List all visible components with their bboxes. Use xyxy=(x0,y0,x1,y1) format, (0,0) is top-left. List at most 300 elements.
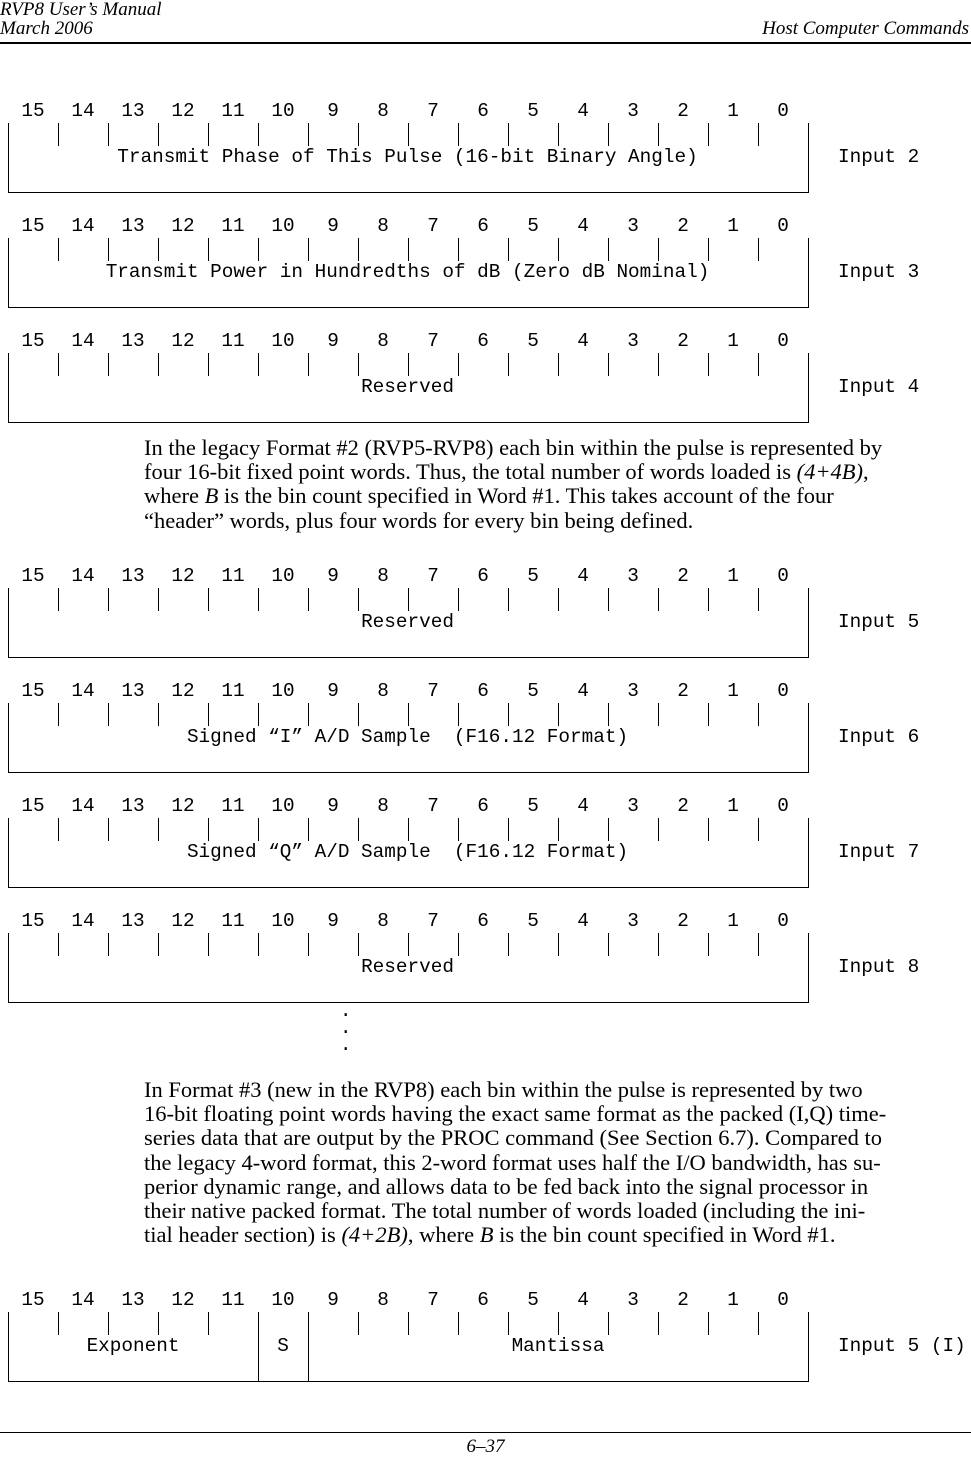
bit-number: 5 xyxy=(527,680,539,702)
input-label: Input 6 xyxy=(838,726,920,748)
bit-number: 6 xyxy=(477,100,489,122)
section-title: Host Computer Commands xyxy=(762,18,969,39)
bit-number: 9 xyxy=(327,565,339,587)
bit-divider xyxy=(208,818,209,841)
bit-number: 2 xyxy=(677,215,689,237)
bit-divider xyxy=(58,703,59,726)
bit-divider xyxy=(758,238,759,261)
bit-number: 6 xyxy=(477,215,489,237)
bit-number: 0 xyxy=(777,910,789,932)
bit-number: 4 xyxy=(577,1289,589,1311)
bit-number: 9 xyxy=(327,1289,339,1311)
bit-number: 1 xyxy=(727,330,739,352)
input-label: Input 5 xyxy=(838,611,920,633)
bit-number: 0 xyxy=(777,1289,789,1311)
footer-rule xyxy=(0,1432,971,1433)
field-label: Reserved xyxy=(361,611,454,633)
emphasis: (4+4B) xyxy=(796,459,864,485)
bit-number: 15 xyxy=(21,680,45,702)
bit-divider xyxy=(158,933,159,956)
bit-number: 12 xyxy=(171,680,195,702)
bit-number: 9 xyxy=(327,330,339,352)
bit-number: 5 xyxy=(527,910,539,932)
bit-divider xyxy=(308,123,309,146)
bit-number: 3 xyxy=(627,910,639,932)
paragraph-line xyxy=(144,436,971,460)
bit-number: 8 xyxy=(377,330,389,352)
bit-divider xyxy=(408,703,409,726)
bit-number: 14 xyxy=(71,795,95,817)
bit-divider xyxy=(458,588,459,611)
bit-number: 3 xyxy=(627,215,639,237)
paragraph-line: perior dynamic range, and allows data to be fed back into the signal processor in xyxy=(144,1173,869,1199)
bit-divider xyxy=(458,123,459,146)
bit-number: 15 xyxy=(21,565,45,587)
bit-divider xyxy=(658,353,659,376)
field-label: Transmit Phase of This Pulse (16-bit Binary Angle) xyxy=(117,146,698,168)
bit-divider xyxy=(58,588,59,611)
bit-number: 10 xyxy=(271,215,295,237)
paragraph-line: the legacy 4-word format, this 2-word format uses half the I/O bandwidth, has su- xyxy=(144,1149,881,1175)
bit-divider xyxy=(308,818,309,841)
bit-number: 14 xyxy=(71,330,95,352)
bit-number: 7 xyxy=(427,680,439,702)
bit-divider xyxy=(308,933,309,956)
bit-number: 8 xyxy=(377,680,389,702)
bit-divider xyxy=(608,588,609,611)
bit-divider xyxy=(658,1312,659,1335)
exponent-label: Exponent xyxy=(86,1335,180,1357)
bit-divider xyxy=(708,933,709,956)
ellipsis-dot: . xyxy=(340,1034,352,1056)
bit-divider xyxy=(158,818,159,841)
bit-number: 5 xyxy=(527,795,539,817)
bit-divider xyxy=(408,353,409,376)
bit-divider xyxy=(58,238,59,261)
bit-divider xyxy=(158,238,159,261)
bit-divider xyxy=(308,588,309,611)
bit-divider xyxy=(108,588,109,611)
bit-number: 10 xyxy=(271,565,295,587)
paragraph-format-3 xyxy=(144,1078,971,1247)
bit-divider xyxy=(758,353,759,376)
paragraph-line xyxy=(144,484,971,508)
bit-number: 12 xyxy=(171,330,195,352)
bit-number: 6 xyxy=(477,910,489,932)
bit-divider xyxy=(208,123,209,146)
bit-number: 5 xyxy=(527,1289,539,1311)
emphasis: B xyxy=(204,483,219,509)
text-run: four 16-bit fixed point words. Thus, the total number of words loaded is (4+4B), xyxy=(144,459,869,485)
bit-divider xyxy=(758,588,759,611)
field-label: Signed “I” A/D Sample (F16.12 Format) xyxy=(186,726,629,748)
bit-divider xyxy=(208,703,209,726)
bit-divider xyxy=(508,818,509,841)
bit-number: 6 xyxy=(477,565,489,587)
bit-number: 10 xyxy=(271,330,295,352)
bit-number-row xyxy=(0,100,805,123)
bit-divider xyxy=(508,933,509,956)
page-number: 6–37 xyxy=(466,1436,505,1457)
bit-divider xyxy=(508,1312,509,1335)
bit-number: 15 xyxy=(21,1289,45,1311)
bit-divider xyxy=(608,818,609,841)
bit-number: 9 xyxy=(327,795,339,817)
bit-divider xyxy=(758,933,759,956)
bit-divider xyxy=(708,818,709,841)
bit-divider xyxy=(608,238,609,261)
bit-number: 8 xyxy=(377,795,389,817)
bit-number: 8 xyxy=(377,565,389,587)
bit-number: 11 xyxy=(221,100,245,122)
header-rule xyxy=(0,42,971,44)
bit-divider xyxy=(258,933,259,956)
bit-divider xyxy=(708,353,709,376)
bit-number: 12 xyxy=(171,565,195,587)
bit-divider xyxy=(158,353,159,376)
field-label: Transmit Power in Hundredths of dB (Zero dB Nominal) xyxy=(105,261,710,283)
bit-number: 14 xyxy=(71,100,95,122)
bit-number-row xyxy=(0,680,805,703)
bit-divider xyxy=(308,703,309,726)
bit-divider xyxy=(208,353,209,376)
bit-number: 13 xyxy=(121,680,145,702)
bit-number: 6 xyxy=(477,330,489,352)
bit-divider xyxy=(58,353,59,376)
bit-divider xyxy=(658,588,659,611)
bit-number: 5 xyxy=(527,565,539,587)
bit-divider xyxy=(708,703,709,726)
bit-divider xyxy=(458,703,459,726)
bit-divider xyxy=(108,933,109,956)
bit-divider xyxy=(508,353,509,376)
bit-number: 13 xyxy=(121,330,145,352)
bit-number: 9 xyxy=(327,910,339,932)
bit-divider xyxy=(758,818,759,841)
bit-divider xyxy=(758,123,759,146)
paragraph-line: tial header section) is (4+2B), where B is the bin count specified in Word #1. xyxy=(144,1222,836,1248)
bit-number: 15 xyxy=(21,215,45,237)
bit-divider xyxy=(108,1312,109,1335)
bit-divider xyxy=(558,238,559,261)
bit-divider xyxy=(108,703,109,726)
bit-number: 3 xyxy=(627,330,639,352)
bit-number: 9 xyxy=(327,215,339,237)
bit-number: 11 xyxy=(221,1289,245,1311)
bit-number: 14 xyxy=(71,910,95,932)
bit-number: 3 xyxy=(627,680,639,702)
bit-number: 7 xyxy=(427,1289,439,1311)
bit-divider xyxy=(758,1312,759,1335)
bit-divider xyxy=(258,703,259,726)
bit-number: 2 xyxy=(677,100,689,122)
bit-number: 6 xyxy=(477,1289,489,1311)
emphasis: (4+2B) xyxy=(341,1222,408,1248)
bit-divider xyxy=(208,1312,209,1335)
bit-divider xyxy=(108,123,109,146)
bit-number: 0 xyxy=(777,215,789,237)
paragraph-line: In Format #3 (new in the RVP8) each bin within the pulse is represented by two xyxy=(144,1077,863,1102)
bit-number: 3 xyxy=(627,100,639,122)
bit-number: 13 xyxy=(121,565,145,587)
bit-divider xyxy=(758,703,759,726)
bit-number-row xyxy=(0,215,805,238)
text-run: “header” words, plus four words for every bin being defined. xyxy=(144,507,694,533)
bit-number: 6 xyxy=(477,680,489,702)
bit-number: 0 xyxy=(777,795,789,817)
bit-divider xyxy=(408,238,409,261)
input-label: Input 4 xyxy=(838,376,920,398)
bit-number: 1 xyxy=(727,680,739,702)
bit-divider xyxy=(658,818,659,841)
bit-number: 1 xyxy=(727,795,739,817)
bit-number: 4 xyxy=(577,565,589,587)
bit-divider xyxy=(658,933,659,956)
bit-divider xyxy=(208,588,209,611)
bit-number-row xyxy=(0,1289,805,1312)
bit-number: 12 xyxy=(171,910,195,932)
bit-number: 13 xyxy=(121,1289,145,1311)
bit-divider xyxy=(408,933,409,956)
bit-divider xyxy=(558,353,559,376)
bit-number-row xyxy=(0,330,805,353)
bit-number: 10 xyxy=(271,1289,295,1311)
bit-divider xyxy=(458,238,459,261)
bit-divider xyxy=(258,588,259,611)
bit-divider xyxy=(158,703,159,726)
bit-number: 13 xyxy=(121,910,145,932)
paragraph-line xyxy=(144,460,971,484)
bit-divider xyxy=(108,238,109,261)
bit-number: 8 xyxy=(377,215,389,237)
ellipsis-dot: . xyxy=(340,1017,352,1039)
bit-divider xyxy=(508,123,509,146)
emphasis: B xyxy=(479,1222,494,1248)
bit-divider xyxy=(608,123,609,146)
bit-number: 4 xyxy=(577,680,589,702)
bit-divider xyxy=(708,588,709,611)
field-label: Reserved xyxy=(361,376,454,398)
bit-divider xyxy=(308,238,309,261)
bit-number: 4 xyxy=(577,330,589,352)
bit-number: 8 xyxy=(377,1289,389,1311)
bit-divider xyxy=(608,703,609,726)
bit-number: 5 xyxy=(527,100,539,122)
bit-divider xyxy=(458,1312,459,1335)
bit-divider xyxy=(658,703,659,726)
input-label: Input 5 (I) xyxy=(838,1335,966,1357)
bit-divider xyxy=(358,1312,359,1335)
bit-divider xyxy=(558,933,559,956)
bit-number: 4 xyxy=(577,795,589,817)
bit-divider xyxy=(408,1312,409,1335)
bit-divider xyxy=(408,588,409,611)
bit-divider xyxy=(508,238,509,261)
bit-number: 3 xyxy=(627,1289,639,1311)
bit-divider xyxy=(408,123,409,146)
bit-divider xyxy=(608,1312,609,1335)
input-label: Input 8 xyxy=(838,956,920,978)
paragraph-line: 16-bit floating point words having the exact same format as the packed (I,Q) time- xyxy=(144,1101,887,1127)
bit-number: 8 xyxy=(377,910,389,932)
bit-divider xyxy=(58,818,59,841)
manual-title: RVP8 User’s Manual xyxy=(0,0,162,20)
bit-number: 11 xyxy=(221,330,245,352)
bit-number: 11 xyxy=(221,215,245,237)
bit-number-row xyxy=(0,910,805,933)
bit-number: 4 xyxy=(577,100,589,122)
bit-number: 2 xyxy=(677,795,689,817)
paragraph-line: series data that are output by the PROC command (See Section 6.7). Compared to xyxy=(144,1125,882,1151)
bit-divider xyxy=(458,933,459,956)
manual-date: March 2006 xyxy=(0,18,93,39)
bit-number: 0 xyxy=(777,100,789,122)
bit-divider xyxy=(658,123,659,146)
bit-number: 12 xyxy=(171,100,195,122)
bit-divider xyxy=(108,818,109,841)
bit-number: 12 xyxy=(171,215,195,237)
bit-number: 11 xyxy=(221,795,245,817)
input-label: Input 2 xyxy=(838,146,920,168)
bit-number: 12 xyxy=(171,795,195,817)
bit-number: 5 xyxy=(527,215,539,237)
bit-number: 0 xyxy=(777,565,789,587)
bit-divider xyxy=(358,353,359,376)
bit-divider xyxy=(408,818,409,841)
bit-divider xyxy=(158,123,159,146)
bit-divider xyxy=(258,123,259,146)
bit-number: 3 xyxy=(627,795,639,817)
bit-divider xyxy=(558,1312,559,1335)
bit-number: 2 xyxy=(677,565,689,587)
bit-number: 15 xyxy=(21,330,45,352)
bit-number: 10 xyxy=(271,795,295,817)
bit-divider xyxy=(508,703,509,726)
bit-divider xyxy=(708,238,709,261)
bit-number: 11 xyxy=(221,910,245,932)
text-run: where B is the bin count specified in Word #1. This takes account of the four xyxy=(144,483,834,509)
paragraph-format-2 xyxy=(144,436,971,533)
bit-number: 15 xyxy=(21,100,45,122)
bit-divider xyxy=(558,818,559,841)
bit-number: 1 xyxy=(727,215,739,237)
bit-number: 11 xyxy=(221,565,245,587)
sign-label: S xyxy=(277,1335,289,1357)
bit-number: 1 xyxy=(727,565,739,587)
bit-divider xyxy=(558,123,559,146)
text-run: In the legacy Format #2 (RVP5-RVP8) each bin within the pulse is represented by xyxy=(144,435,883,460)
bit-number: 4 xyxy=(577,215,589,237)
bit-number: 6 xyxy=(477,795,489,817)
bit-number: 7 xyxy=(427,100,439,122)
bit-number: 7 xyxy=(427,910,439,932)
bit-number: 7 xyxy=(427,565,439,587)
bit-divider xyxy=(158,1312,159,1335)
bit-divider xyxy=(258,238,259,261)
input-label: Input 7 xyxy=(838,841,920,863)
bit-number: 9 xyxy=(327,100,339,122)
bit-number: 8 xyxy=(377,100,389,122)
bit-number: 0 xyxy=(777,680,789,702)
bit-divider xyxy=(258,818,259,841)
bit-divider xyxy=(708,1312,709,1335)
bit-divider xyxy=(158,588,159,611)
bit-number: 2 xyxy=(677,680,689,702)
bit-number-row xyxy=(0,565,805,588)
bit-number: 7 xyxy=(427,215,439,237)
bit-divider xyxy=(708,123,709,146)
field-label: Signed “Q” A/D Sample (F16.12 Format) xyxy=(186,841,629,863)
bit-divider xyxy=(208,238,209,261)
input-label: Input 3 xyxy=(838,261,920,283)
bit-number: 1 xyxy=(727,1289,739,1311)
bit-number-row xyxy=(0,795,805,818)
bit-divider xyxy=(358,818,359,841)
bit-number: 10 xyxy=(271,680,295,702)
bit-divider xyxy=(508,588,509,611)
bit-number: 14 xyxy=(71,215,95,237)
bit-number: 15 xyxy=(21,910,45,932)
bit-number: 7 xyxy=(427,795,439,817)
bit-number: 13 xyxy=(121,795,145,817)
continuation-ellipsis xyxy=(340,1000,352,1056)
bit-number: 1 xyxy=(727,100,739,122)
field-label: Reserved xyxy=(361,956,454,978)
bit-divider xyxy=(608,933,609,956)
bit-divider xyxy=(308,353,309,376)
bit-divider xyxy=(358,123,359,146)
paragraph-line: their native packed format. The total number of words loaded (including the ini- xyxy=(144,1198,866,1224)
bit-number: 12 xyxy=(171,1289,195,1311)
bit-number: 11 xyxy=(221,680,245,702)
bit-divider xyxy=(458,818,459,841)
bit-number: 9 xyxy=(327,680,339,702)
bit-number: 7 xyxy=(427,330,439,352)
bit-divider xyxy=(258,353,259,376)
bit-number: 15 xyxy=(21,795,45,817)
bit-divider xyxy=(358,588,359,611)
bit-divider xyxy=(558,703,559,726)
bit-divider xyxy=(208,933,209,956)
bit-number: 13 xyxy=(121,215,145,237)
bit-number: 14 xyxy=(71,1289,95,1311)
bit-number: 10 xyxy=(271,910,295,932)
ellipsis-dot: . xyxy=(340,1000,352,1022)
bit-divider xyxy=(58,123,59,146)
bit-number: 0 xyxy=(777,330,789,352)
bit-divider xyxy=(358,933,359,956)
bit-divider xyxy=(658,238,659,261)
bit-number: 4 xyxy=(577,910,589,932)
mantissa-label: Mantissa xyxy=(511,1335,605,1357)
bit-divider xyxy=(358,703,359,726)
bit-divider xyxy=(58,933,59,956)
bit-divider xyxy=(558,588,559,611)
bit-number: 13 xyxy=(121,100,145,122)
bit-number: 3 xyxy=(627,565,639,587)
bit-divider xyxy=(58,1312,59,1335)
bit-number: 5 xyxy=(527,330,539,352)
bit-divider xyxy=(608,353,609,376)
bit-number: 14 xyxy=(71,565,95,587)
bit-number: 2 xyxy=(677,910,689,932)
bit-divider xyxy=(358,238,359,261)
paragraph-line xyxy=(144,509,971,533)
bit-number: 1 xyxy=(727,910,739,932)
bit-number: 14 xyxy=(71,680,95,702)
bit-number: 2 xyxy=(677,330,689,352)
bit-divider xyxy=(458,353,459,376)
